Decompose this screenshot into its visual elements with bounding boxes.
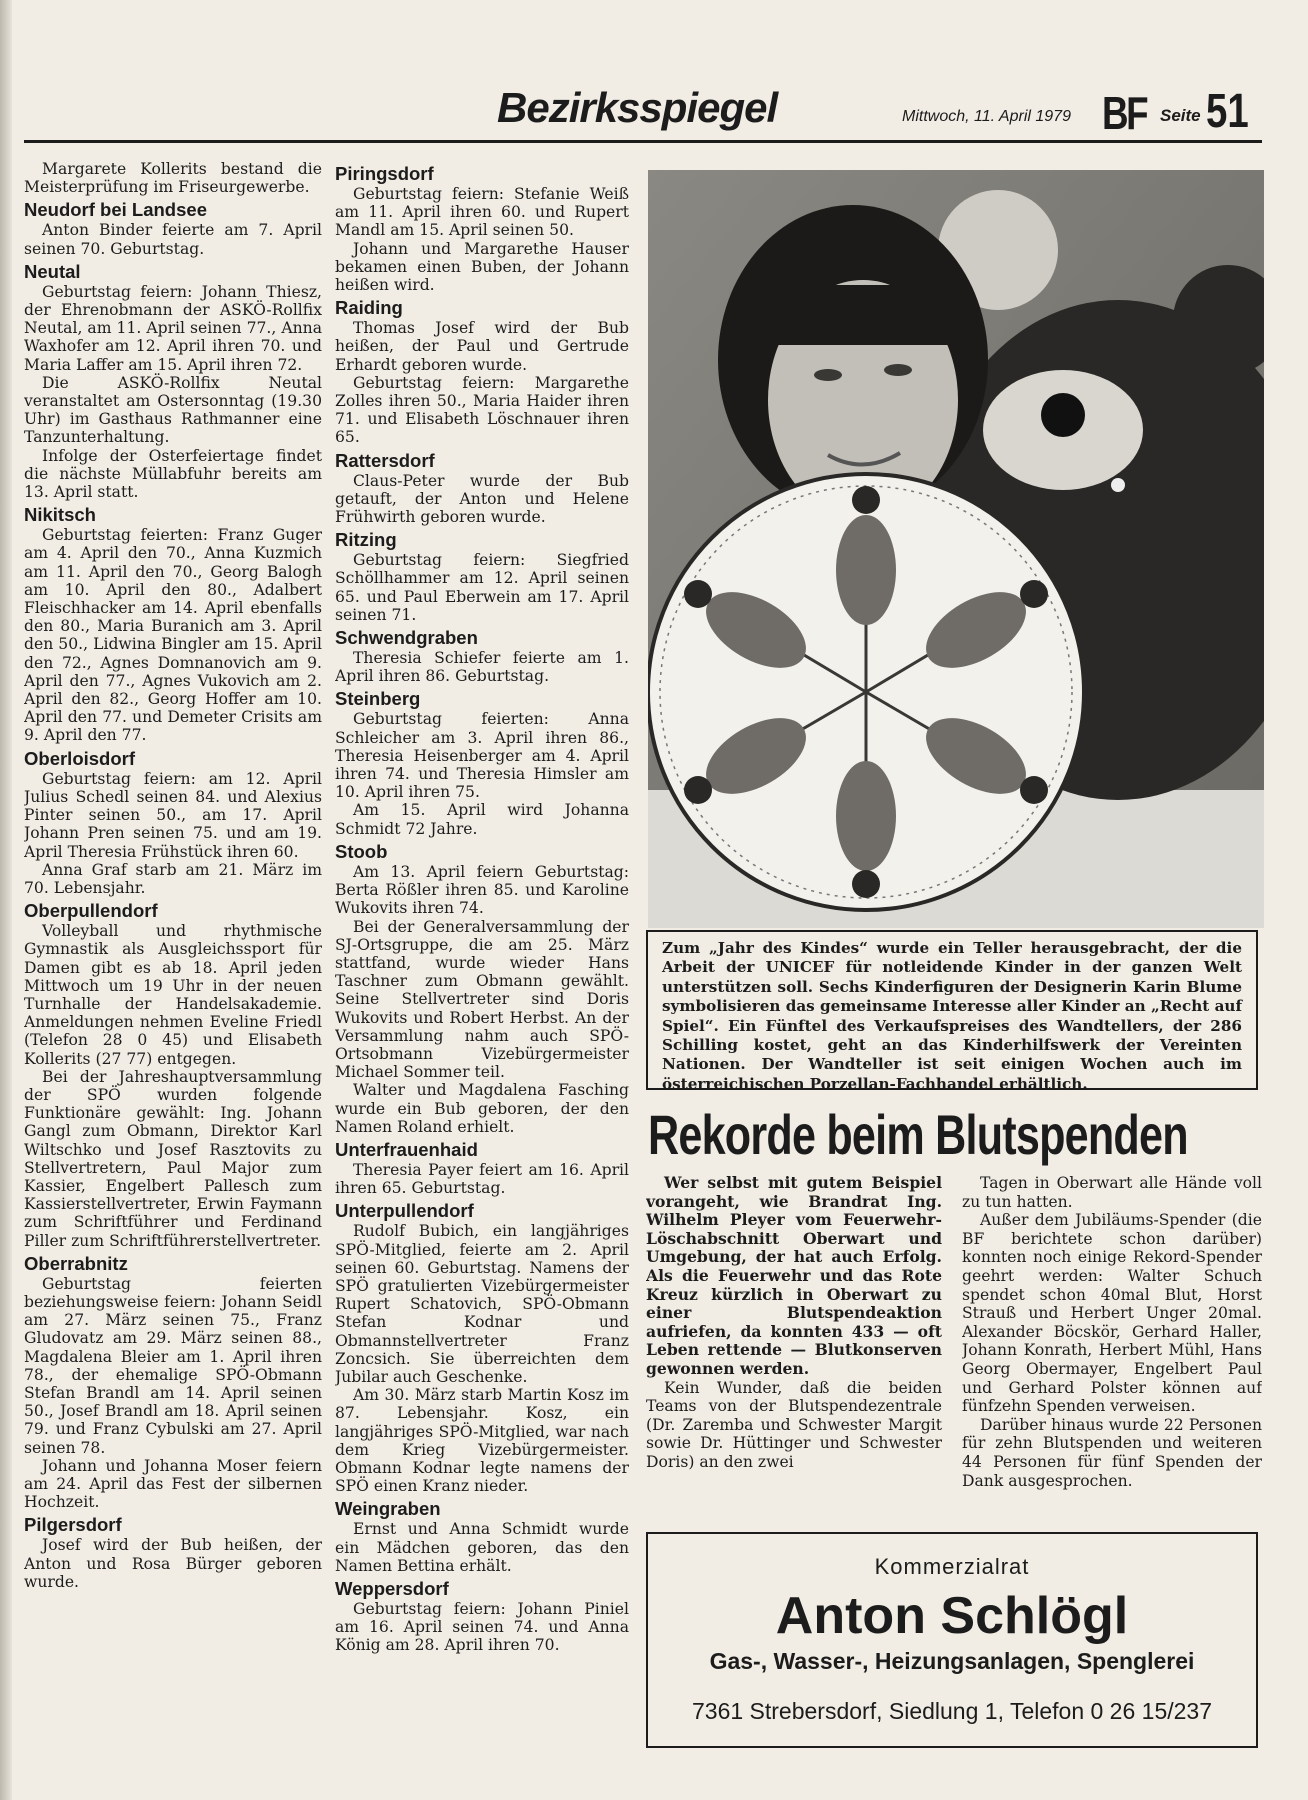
town-heading: Stoob — [335, 840, 388, 862]
page-label: Seite — [1160, 106, 1201, 125]
news-paragraph: Thomas Josef wird der Bub heißen, der Paul und Gertrude Erhardt geboren wurde. — [335, 319, 629, 374]
town-heading: Unterfrauenhaid — [335, 1138, 478, 1160]
news-paragraph: Bei der Generalversammlung der SJ-Ortsgruppe, die am 25. März stattfand, wurde wieder Hans Taschner zum Obmann gewählt. Seine Stellvertreter sind Doris Wukovits und Robert Herbst. An der Versammlung nahm auch SPÖ-Ortsobmann Vizebürgermeister Michael Sommer teil. — [335, 917, 629, 1082]
town-heading: Nikitsch — [24, 504, 96, 526]
news-paragraph: Johann und Margarethe Hauser bekamen einen Buben, der Johann heißen wird. — [335, 239, 629, 295]
article-paragraph: Kein Wunder, daß die beiden Teams von der Blutspendezentrale (Dr. Zaremba und Schwester Margit sowie Dr. Hüttinger und Schwester Doris) an den zwei — [646, 1378, 942, 1471]
town-heading: Piringsdorf — [335, 163, 434, 184]
section-title: Bezirksspiegel — [497, 84, 778, 131]
news-column-middle — [335, 160, 629, 1756]
news-paragraph: Claus-Peter wurde der Bub getauft, der Anton und Helene Frühwirth geboren wurde. — [335, 471, 629, 527]
news-paragraph: Geburtstag feierten: Anna Schleicher am 3. April ihren 86., Theresia Heisenberger am 4. April ihren 74. und Theresia Himsler am 10. April ihren 75. — [335, 710, 629, 802]
news-paragraph: Geburtstag feiern: Siegfried Schöllhammer am 12. April seinen 65. und Paul Eberwein am 17. April seinen 71. — [335, 551, 629, 624]
news-paragraph: Walter und Magdalena Fasching wurde ein Bub geboren, der den Namen Roland erhielt. — [335, 1081, 629, 1136]
headline-text: Rekorde beim Blutspenden — [648, 1103, 1188, 1166]
town-heading: Rattersdorf — [335, 449, 435, 471]
town-heading: Weppersdorf — [335, 1578, 449, 1599]
news-paragraph: Johann und Johanna Moser feiern am 24. April das Fest der silbernen Hochzeit. — [24, 1456, 322, 1512]
page-header — [24, 84, 1262, 144]
page-number: 51 — [1206, 85, 1249, 138]
news-paragraph: Geburtstag feiern: Johann Thiesz, der Ehrenobmann der ASKÖ-Rollfix Neutal, am 11. April seinen 77., Anna Waxhofer am 12. April ihren 70. und Maria Laffer am 15. April ihren 72. — [24, 282, 322, 374]
ad-address: 7361 Strebersdorf, Siedlung 1, Telefon 0 26 15/237 — [691, 1698, 1212, 1724]
ad-trades: Gas-, Wasser-, Heizungsanlagen, Spenglerei — [709, 1648, 1195, 1674]
news-paragraph: Am 15. April wird Johanna Schmidt 72 Jahre. — [335, 801, 629, 838]
article-column-2 — [962, 1174, 1262, 1514]
news-paragraph: Theresia Schiefer feierte am 1. April ihren 86. Geburtstag. — [335, 649, 629, 686]
article-paragraph: Tagen in Oberwart alle Hände voll zu tun hatten. — [962, 1174, 1262, 1211]
article-column-1 — [646, 1174, 942, 1514]
town-heading: Oberloisdorf — [24, 747, 136, 769]
news-paragraph: Die ASKÖ-Rollfix Neutal veranstaltet am Ostersonntag (19.30 Uhr) im Gasthaus Rathmanner eine Tanzunterhaltung. — [24, 373, 322, 447]
town-heading: Steinberg — [335, 688, 421, 710]
town-heading: Pilgersdorf — [24, 1514, 122, 1536]
newspaper-logo: BF — [1102, 87, 1147, 139]
town-heading: Schwendgraben — [335, 627, 478, 649]
ad-title: Kommerzialrat — [874, 1554, 1030, 1579]
town-heading: Neutal — [24, 260, 81, 282]
town-heading: Unterpullendorf — [335, 1200, 474, 1222]
town-heading: Oberpullendorf — [24, 900, 158, 922]
caption-text: Zum „Jahr des Kindes“ wurde ein Teller herausgebracht, der die Arbeit der UNICEF für notleidende Kinder in der ganzen Welt unterstützen soll. Sechs Kinderfiguren der Designerin Karin Blume symbolisieren das gemeinsame Interesse aller Kinder an „Recht auf Spiel“. Ein Fünftel des Verkaufspreises des Wandtellers, der 286 Schilling kostet, geht an das Kinderhilfswerk der Vereinten Nationen. Der Wandteller ist seit einigen Wochen auch im österreichischen Porzellan-Fachhandel erhältlich. — [662, 939, 1242, 1093]
town-heading: Oberrabnitz — [24, 1252, 128, 1274]
photo-illustration — [648, 170, 1264, 928]
photo-caption — [646, 930, 1258, 1093]
advertisement-box — [646, 1532, 1258, 1748]
ad-company-name: Anton Schlögl — [775, 1587, 1129, 1645]
news-paragraph: Anna Graf starb am 21. März im 70. Lebensjahr. — [24, 860, 322, 897]
news-paragraph: Anton Binder feierte am 7. April seinen 70. Geburtstag. — [24, 221, 322, 258]
header-rule — [24, 140, 1262, 143]
photo-girl-with-teddy-and-plate — [648, 170, 1264, 928]
news-paragraph: Am 30. März starb Martin Kosz im 87. Lebensjahr. Kosz, ein langjähriges SPÖ-Mitglied, war nach dem Krieg Vizebürgermeister. Obmann Kodnar legte namens der SPÖ einen Kranz nieder. — [335, 1386, 629, 1496]
article-headline — [648, 1102, 1260, 1168]
news-paragraph: Geburtstag feiern: Stefanie Weiß am 11. April ihren 60. und Rupert Mandl am 15. April seinen 50. — [335, 185, 629, 240]
news-paragraph: Am 13. April feiern Geburtstag: Berta Rößler ihren 85. und Karoline Wukovits ihren 74. — [335, 862, 629, 918]
town-heading: Weingraben — [335, 1498, 441, 1520]
town-heading: Neudorf bei Landsee — [24, 199, 207, 221]
news-paragraph: Bei der Jahreshauptversammlung der SPÖ wurden folgende Funktionäre gewählt: Ing. Johann Gangl zum Obmann, Direktor Karl Wiltschko und Josef Rasztovits zu Stellvertretern, Paul Major zum Kassier, Engelbert Pallesch zum Kassierstellvertreter, Erwin Faymann zum Schriftführer und Ferdinand Piller zum Schriftführerstellvertreter. — [24, 1067, 322, 1250]
news-paragraph: Josef wird der Bub heißen, der Anton und Rosa Bürger geboren wurde. — [24, 1536, 322, 1591]
news-paragraph: Ernst und Anna Schmidt wurde ein Mädchen geboren, das den Namen Bettina erhält. — [335, 1520, 629, 1575]
unicef-plate — [648, 474, 1084, 910]
news-paragraph: Geburtstag feierten: Franz Guger am 4. April den 70., Anna Kuzmich am 11. April den 70., Georg Balogh am 10. April den 80., Adalbert Fleischhacker am 14. April ebenfalls den 80., Maria Buranich am 3. April den 50., Lidwina Bingler am 15. April den 72., Agnes Domnanovich am 9. April den 77., Agnes Vukovich am 2. April den 82., Georg Hoffer am 10. April den 77. und Demeter Crisits am 9. April den 77. — [24, 526, 322, 745]
news-paragraph: Geburtstag feiern: Margarethe Zolles ihren 50., Maria Haider ihren 71. und Elisabeth Löschnauer ihren 65. — [335, 373, 629, 447]
news-paragraph: Geburtstag feiern: Johann Piniel am 16. April seinen 74. und Anna König am 28. April ihren 70. — [335, 1600, 629, 1655]
news-paragraph: Theresia Payer feiert am 16. April ihren 65. Geburtstag. — [335, 1160, 629, 1198]
issue-date: Mittwoch, 11. April 1979 — [902, 108, 1071, 125]
news-paragraph: Rudolf Bubich, ein langjähriges SPÖ-Mitglied, feierte am 2. April seinen 60. Geburtstag. Namens der SPÖ gratulierten Vizebürgermeister Rupert Schatovich, SPÖ-Obmann Stefan Kodnar und Obmannstellvertreter Franz Zoncsich. Sie überreichten dem Jubilar auch Geschenke. — [335, 1222, 629, 1386]
article-lead-paragraph: Wer selbst mit gutem Beispiel vorangeht, wie Brandrat Ing. Wilhelm Pleyer vom Feuerwehr-Löschabschnitt Oberwart und Umgebung, der hat auch Erfolg. Als die Feuerwehr und das Rote Kreuz kürzlich in Oberwart zu einer Blutspendeaktion aufriefen, da konnten 433 — oft Leben rettende — Blutkonserven gewonnen werden. — [646, 1174, 942, 1378]
news-paragraph: Geburtstag feierten beziehungsweise feiern: Johann Seidl am 27. März seinen 75., Franz Gludovatz am 29. März seinen 88., Magdalena Bleier am 1. April ihren 78., der ehemalige SPÖ-Obmann Stefan Brandl am 14. April seinen 50., Josef Brandl am 18. April seinen 79. und Franz Cybulski am 27. April seinen 78. — [24, 1274, 322, 1457]
town-heading: Ritzing — [335, 529, 397, 551]
article-paragraph: Außer dem Jubiläums-Spender (die BF berichtete schon darüber) konnten noch einige Rekord-Spender geehrt werden: Walter Schuch spendet schon 40mal Blut, Horst Strauß und Herbert Unger 20mal. Alexander Böcskör, Gerhard Haller, Johann Konrath, Herbert Mühl, Hans Georg Obermayer, Engelbert Paul und Gerhard Polster können auf fünfzehn Spenden verweisen. — [962, 1211, 1262, 1416]
article-paragraph: Darüber hinaus wurde 22 Personen für zehn Blutspenden und weiteren 44 Personen für fünf Spenden der Dank ausgesprochen. — [962, 1415, 1262, 1490]
town-heading: Raiding — [335, 297, 403, 319]
news-paragraph: Margarete Kollerits bestand die Meisterprüfung im Friseurgewerbe. — [24, 160, 322, 197]
news-column-left — [24, 160, 322, 1756]
news-paragraph: Infolge der Osterfeiertage findet die nächste Müllabfuhr bereits am 13. April statt. — [24, 446, 322, 502]
page-binding-edge — [0, 0, 12, 1800]
news-paragraph: Geburtstag feiern: am 12. April Julius Schedl seinen 84. und Alexius Pinter seinen 50., am 17. April Johann Pren seinen 75. und am 19. April Theresia Frühstück ihren 60. — [24, 769, 322, 861]
news-paragraph: Volleyball und rhythmische Gymnastik als Ausgleichssport für Damen gibt es ab 18. April jeden Mittwoch um 19 Uhr in der neuen Turnhalle der Handelsakademie. Anmeldungen nehmen Eveline Friedl (Telefon 28 0 45) und Elisabeth Kollerits (27 77) entgegen. — [24, 922, 322, 1068]
